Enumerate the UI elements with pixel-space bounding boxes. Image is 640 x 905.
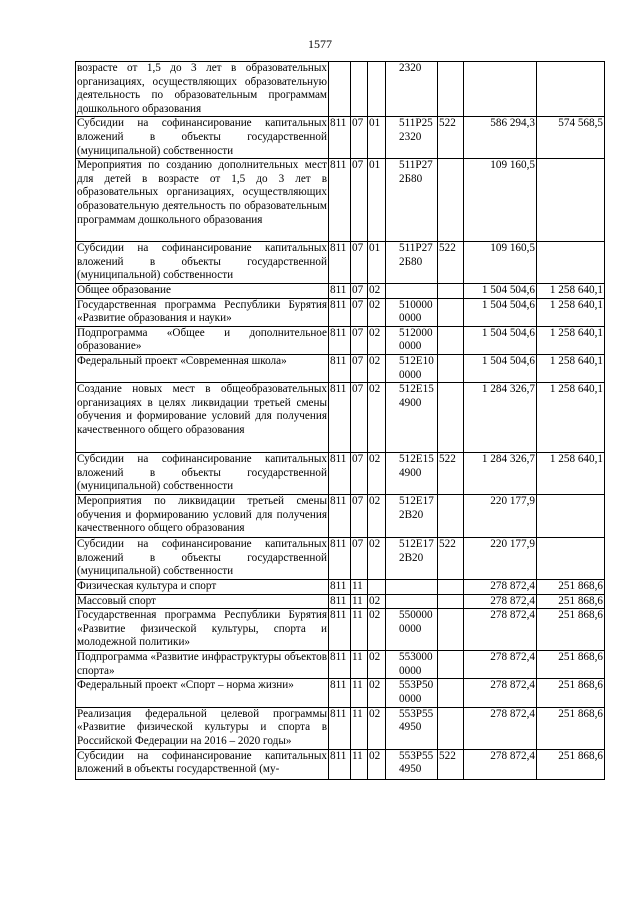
row-rz: 07 [351, 298, 368, 326]
table-row [76, 354, 605, 382]
table-row [76, 651, 605, 679]
row-name: Государственная программа Республики Бурятия «Развитие физической культуры, спорта и молодежной политики» [76, 609, 329, 651]
row-rz: 11 [351, 594, 368, 609]
row-rz: 07 [351, 495, 368, 538]
row-pr: 02 [368, 707, 386, 749]
table-row [76, 159, 605, 242]
row-grbs: 811 [329, 298, 351, 326]
row-sum-2021: 1 258 640,1 [537, 354, 605, 382]
row-grbs: 811 [329, 609, 351, 651]
row-sum-2020: 1 284 326,7 [464, 383, 537, 453]
row-vr [438, 62, 464, 117]
table-row [76, 679, 605, 707]
row-sum-2021: 1 258 640,1 [537, 326, 605, 354]
row-sum-2020: 1 504 504,6 [464, 298, 537, 326]
row-grbs: 811 [329, 749, 351, 779]
row-vr [438, 707, 464, 749]
row-name: Субсидии на софинансирование капитальных вложений в объекты государственной (муниципальной) собственности [76, 453, 329, 495]
table-row [76, 117, 605, 159]
row-sum-2021 [537, 62, 605, 117]
row-grbs: 811 [329, 354, 351, 382]
row-sum-2020: 1 284 326,7 [464, 453, 537, 495]
row-csr: 2320 [386, 62, 438, 117]
row-grbs: 811 [329, 538, 351, 580]
row-pr: 02 [368, 383, 386, 453]
row-grbs: 811 [329, 580, 351, 595]
row-name: Субсидии на софинансирование капитальных вложений в объекты государственной (муниципальной) собственности [76, 242, 329, 284]
row-name: Реализация федеральной целевой программы «Развитие физической культуры и спорта в Российской Федерации на 2016 – 2020 годы» [76, 707, 329, 749]
row-rz: 11 [351, 609, 368, 651]
row-vr: 522 [438, 242, 464, 284]
row-sum-2020: 220 177,9 [464, 538, 537, 580]
row-name: Мероприятия по созданию дополнительных мест для детей в возрасте от 1,5 до 3 лет в образовательных организациях, осуществляющих образовательную деятельность по образовательным программам дошкольного образования [76, 159, 329, 242]
row-name: Субсидии на софинансирование капитальных вложений в объекты государственной (муниципальной) собственности [76, 117, 329, 159]
row-pr: 02 [368, 453, 386, 495]
row-vr [438, 383, 464, 453]
row-sum-2020: 278 872,4 [464, 609, 537, 651]
row-grbs [329, 62, 351, 117]
row-pr: 02 [368, 651, 386, 679]
row-csr: 511P25 2320 [386, 117, 438, 159]
row-name: Физическая культура и спорт [76, 580, 329, 595]
row-grbs: 811 [329, 242, 351, 284]
row-sum-2021: 251 868,6 [537, 679, 605, 707]
budget-table [75, 61, 605, 780]
row-pr: 02 [368, 283, 386, 298]
table-row [76, 326, 605, 354]
row-sum-2021: 251 868,6 [537, 749, 605, 779]
row-sum-2020: 278 872,4 [464, 580, 537, 595]
table-row [76, 609, 605, 651]
row-sum-2020 [464, 62, 537, 117]
row-grbs: 811 [329, 594, 351, 609]
page-number: 1577 [308, 37, 332, 51]
row-csr: 512E17 2B20 [386, 538, 438, 580]
row-vr: 522 [438, 749, 464, 779]
row-rz: 07 [351, 242, 368, 284]
row-grbs: 811 [329, 707, 351, 749]
row-csr: 512E15 4900 [386, 383, 438, 453]
table-row [76, 707, 605, 749]
row-name: Подпрограмма «Развитие инфраструктуры объектов спорта» [76, 651, 329, 679]
row-rz: 07 [351, 326, 368, 354]
row-sum-2020: 278 872,4 [464, 651, 537, 679]
row-name: Федеральный проект «Спорт – норма жизни» [76, 679, 329, 707]
row-sum-2020: 586 294,3 [464, 117, 537, 159]
row-sum-2021 [537, 242, 605, 284]
row-rz: 11 [351, 749, 368, 779]
row-grbs: 811 [329, 453, 351, 495]
row-pr: 01 [368, 159, 386, 242]
row-grbs: 811 [329, 326, 351, 354]
row-rz: 11 [351, 679, 368, 707]
row-csr: 512E17 2B20 [386, 495, 438, 538]
row-rz: 07 [351, 354, 368, 382]
row-vr [438, 326, 464, 354]
row-sum-2021 [537, 538, 605, 580]
row-sum-2021: 1 258 640,1 [537, 453, 605, 495]
row-rz: 07 [351, 117, 368, 159]
row-vr [438, 679, 464, 707]
row-vr: 522 [438, 538, 464, 580]
row-grbs: 811 [329, 159, 351, 242]
row-grbs: 811 [329, 495, 351, 538]
row-csr: 511P27 2Б80 [386, 159, 438, 242]
row-sum-2021: 1 258 640,1 [537, 283, 605, 298]
row-csr: 512000 0000 [386, 326, 438, 354]
row-vr: 522 [438, 117, 464, 159]
row-name: Субсидии на софинансирование капитальных вложений в объекты государственной (муниципальной) собственности [76, 538, 329, 580]
row-pr [368, 580, 386, 595]
row-name: возрасте от 1,5 до 3 лет в образовательных организациях, осуществляющих образовательную деятельность по образовательным программам дошкольного образования [76, 62, 329, 117]
table-row [76, 62, 605, 117]
row-pr: 02 [368, 609, 386, 651]
row-grbs: 811 [329, 679, 351, 707]
row-pr: 02 [368, 298, 386, 326]
row-rz: 11 [351, 580, 368, 595]
row-vr: 522 [438, 453, 464, 495]
row-rz [351, 62, 368, 117]
row-pr: 02 [368, 495, 386, 538]
row-csr: 553P55 4950 [386, 749, 438, 779]
row-vr [438, 298, 464, 326]
row-sum-2020: 278 872,4 [464, 749, 537, 779]
row-vr [438, 354, 464, 382]
row-vr [438, 594, 464, 609]
table-row [76, 453, 605, 495]
row-sum-2020: 220 177,9 [464, 495, 537, 538]
row-csr [386, 580, 438, 595]
row-vr [438, 159, 464, 242]
table-row [76, 242, 605, 284]
row-vr [438, 651, 464, 679]
row-name: Федеральный проект «Современная школа» [76, 354, 329, 382]
row-csr: 510000 0000 [386, 298, 438, 326]
row-name: Общее образование [76, 283, 329, 298]
row-pr [368, 62, 386, 117]
row-rz: 07 [351, 283, 368, 298]
row-pr: 02 [368, 679, 386, 707]
row-csr: 553000 0000 [386, 651, 438, 679]
row-sum-2021: 1 258 640,1 [537, 298, 605, 326]
table-row [76, 383, 605, 453]
row-sum-2021 [537, 495, 605, 538]
row-name: Мероприятия по ликвидации третьей смены обучения и формированию условий для получения качественного общего образования [76, 495, 329, 538]
row-name: Субсидии на софинансирование капитальных вложений в объекты государственной (му- [76, 749, 329, 779]
row-csr: 550000 0000 [386, 609, 438, 651]
row-name: Государственная программа Республики Бурятия «Развитие образования и науки» [76, 298, 329, 326]
row-sum-2020: 109 160,5 [464, 159, 537, 242]
row-sum-2020: 278 872,4 [464, 707, 537, 749]
row-sum-2021: 251 868,6 [537, 594, 605, 609]
row-sum-2021: 574 568,5 [537, 117, 605, 159]
row-csr: 512E15 4900 [386, 453, 438, 495]
row-rz: 07 [351, 159, 368, 242]
row-sum-2020: 278 872,4 [464, 594, 537, 609]
row-csr: 553P55 4950 [386, 707, 438, 749]
row-grbs: 811 [329, 283, 351, 298]
row-csr [386, 594, 438, 609]
table-row [76, 495, 605, 538]
row-rz: 07 [351, 383, 368, 453]
row-csr: 553P50 0000 [386, 679, 438, 707]
row-pr: 02 [368, 749, 386, 779]
row-sum-2020: 1 504 504,6 [464, 283, 537, 298]
row-csr: 511P27 2Б80 [386, 242, 438, 284]
row-name: Массовый спорт [76, 594, 329, 609]
table-row [76, 283, 605, 298]
row-rz: 11 [351, 707, 368, 749]
row-vr [438, 495, 464, 538]
row-sum-2021: 251 868,6 [537, 707, 605, 749]
row-rz: 07 [351, 538, 368, 580]
row-vr [438, 283, 464, 298]
row-pr: 01 [368, 242, 386, 284]
table-row [76, 749, 605, 779]
row-pr: 02 [368, 326, 386, 354]
row-sum-2020: 1 504 504,6 [464, 326, 537, 354]
row-grbs: 811 [329, 383, 351, 453]
row-vr [438, 609, 464, 651]
row-sum-2021: 251 868,6 [537, 651, 605, 679]
row-name: Создание новых мест в общеобразовательных организациях в целях ликвидации третьей смены обучения и формирование условий для получения качественного общего образования [76, 383, 329, 453]
row-pr: 01 [368, 117, 386, 159]
row-pr: 02 [368, 354, 386, 382]
row-grbs: 811 [329, 651, 351, 679]
row-csr: 512E10 0000 [386, 354, 438, 382]
row-sum-2020: 1 504 504,6 [464, 354, 537, 382]
row-vr [438, 580, 464, 595]
table-row [76, 298, 605, 326]
row-sum-2021: 251 868,6 [537, 580, 605, 595]
table-row [76, 538, 605, 580]
row-sum-2021: 251 868,6 [537, 609, 605, 651]
row-rz: 11 [351, 651, 368, 679]
row-csr [386, 283, 438, 298]
table-row [76, 594, 605, 609]
row-grbs: 811 [329, 117, 351, 159]
table-row [76, 580, 605, 595]
row-sum-2021 [537, 159, 605, 242]
row-sum-2021: 1 258 640,1 [537, 383, 605, 453]
row-pr: 02 [368, 538, 386, 580]
row-pr: 02 [368, 594, 386, 609]
row-name: Подпрограмма «Общее и дополнительное образование» [76, 326, 329, 354]
row-sum-2020: 278 872,4 [464, 679, 537, 707]
row-rz: 07 [351, 453, 368, 495]
row-sum-2020: 109 160,5 [464, 242, 537, 284]
